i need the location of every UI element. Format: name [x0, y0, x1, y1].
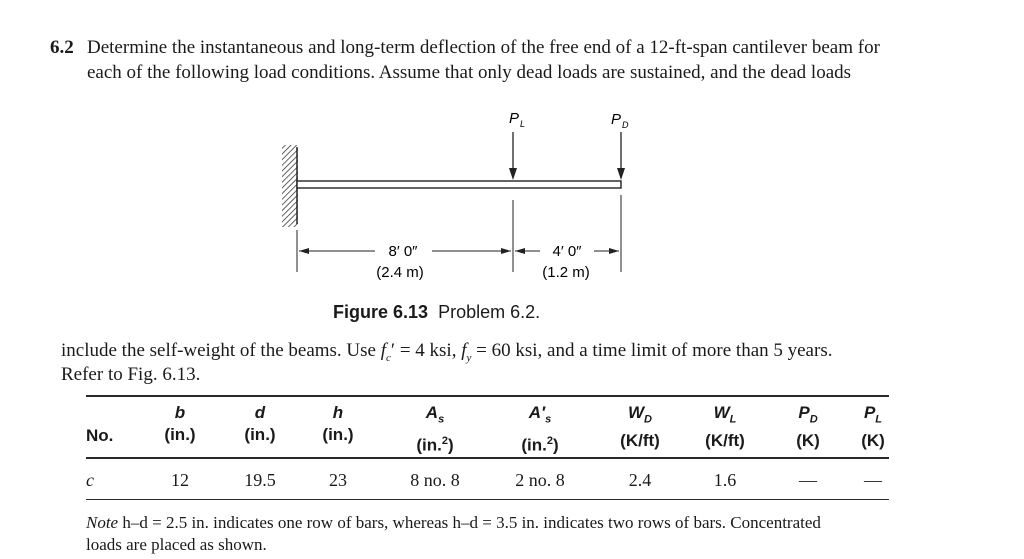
problem-text-line-2: each of the following load conditions. Assume that only dead loads are sustained, and the dead loads [87, 62, 852, 83]
cell-pl: — [864, 470, 882, 490]
dim-arrow-2-left [515, 248, 525, 254]
header-d: d (in.) [244, 403, 276, 444]
problem-continuation-line-1: include the self-weight of the beams. Use $f_c' = 4$ ksi, $f_y = 60$ ksi, and a time limit of more than 5 years. [61, 340, 833, 364]
cell-d: 19.5 [244, 470, 276, 490]
load-label-pl: $P_L$ [509, 110, 526, 129]
header-h: h (in.) [322, 403, 354, 444]
dimension-1-ft: 8′ 0″ [388, 243, 418, 260]
header-wd: $W_D$ (K/ft) [620, 403, 660, 451]
header-as-prime: $A'_s$ (in.$^2$) [521, 403, 559, 456]
dimension-2-m: (1.2 m) [542, 264, 590, 281]
problem-number: 6.2 [50, 37, 74, 58]
header-wl: $W_L$ (K/ft) [705, 403, 745, 451]
header-pl: $P_L$ (K) [861, 403, 885, 451]
cell-no: c [86, 470, 94, 490]
load-label-pd: $P_D$ [611, 111, 629, 130]
dim-arrow-1-left [299, 248, 309, 254]
table-note: Note h–d = 2.5 in. indicates one row of bars, whereas h–d = 3.5 in. indicates two rows of bars. Concentrated loads are placed as shown. [86, 513, 821, 554]
beam [297, 181, 621, 188]
cell-b: 12 [171, 470, 189, 490]
table-header-rule [86, 457, 889, 459]
header-b: b (in.) [164, 403, 196, 444]
figure-caption-text: Problem 6.2. [438, 302, 541, 322]
table-bottom-rule [86, 499, 889, 500]
fixed-wall-support [282, 145, 298, 227]
cell-as-prime: 2 no. 8 [515, 470, 565, 490]
cell-pd: — [799, 470, 817, 490]
figure-caption-label: Figure 6.13 [333, 302, 429, 322]
dimension-1-m: (2.4 m) [376, 264, 424, 281]
dim-arrow-1-right [501, 248, 511, 254]
dimension-2-ft: 4′ 0″ [552, 243, 582, 260]
problem-continuation-line-2: Refer to Fig. 6.13. [61, 364, 201, 385]
header-no: No. [86, 426, 114, 445]
cell-as: 8 no. 8 [410, 470, 460, 490]
cell-h: 23 [329, 470, 347, 490]
cell-wl: 1.6 [713, 470, 737, 490]
problem-text-line-1: Determine the instantaneous and long-term deflection of the free end of a 12-ft-span cantilever beam for [87, 37, 880, 58]
table-top-rule [86, 395, 889, 397]
load-arrow-head-pd [617, 168, 625, 180]
header-pd: $P_D$ (K) [796, 403, 820, 451]
header-as: $A_s$ (in.$^2$) [416, 403, 454, 456]
figure-caption [333, 302, 540, 323]
load-arrow-head-pl [509, 168, 517, 180]
dim-arrow-2-right [609, 248, 619, 254]
cell-wd: 2.4 [628, 470, 652, 490]
